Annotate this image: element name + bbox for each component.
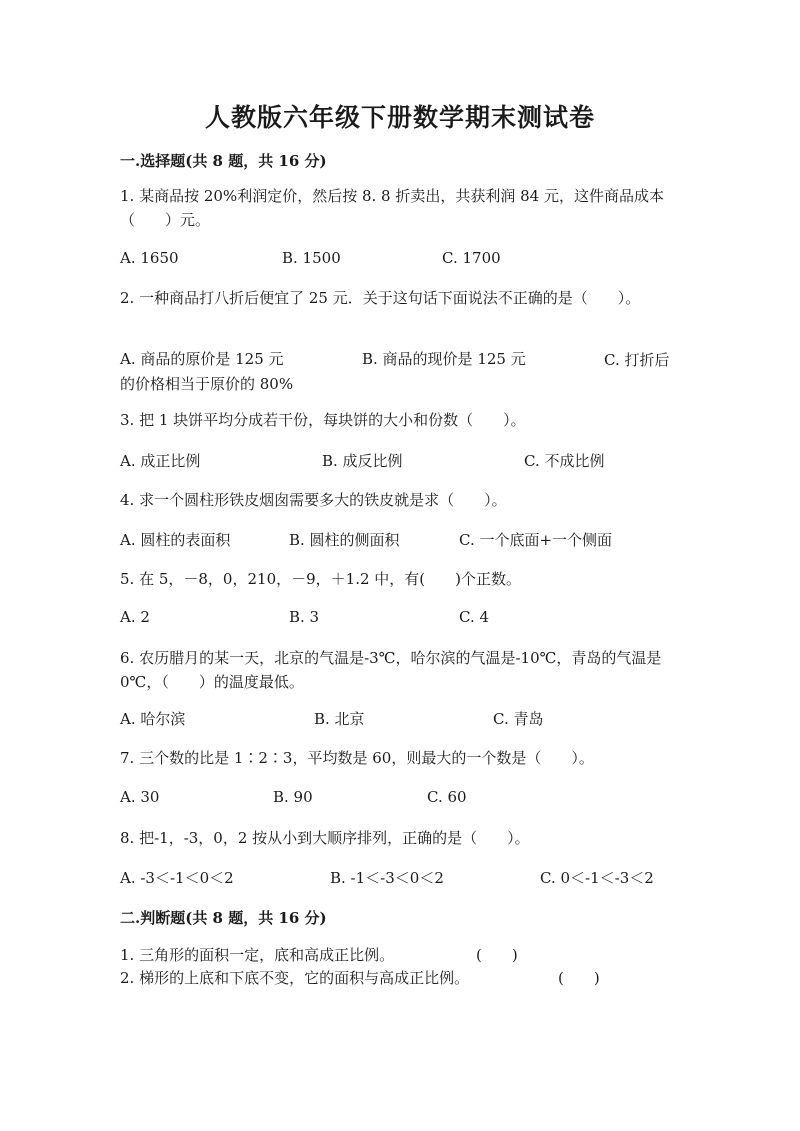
question-7-option-b: B. 90 — [273, 788, 313, 806]
question-1-option-b: B. 1500 — [282, 249, 341, 267]
question-4-option-a: A. 圆柱的表面积 — [120, 531, 231, 549]
question-8-option-c: C. 0＜-1＜-3＜2 — [540, 869, 654, 887]
question-7-option-a: A. 30 — [120, 788, 160, 806]
question-8: 8. 把-1，-3，0，2 按从小到大顺序排列，正确的是（ ）。 — [120, 829, 530, 847]
question-5-option-c: C. 4 — [459, 608, 490, 626]
question-1-option-c: C. 1700 — [442, 249, 501, 267]
judge-item-2: 2. 梯形的上底和下底不变，它的面积与高成正比例。 — [120, 969, 470, 987]
question-3-option-b: B. 成反比例 — [322, 452, 403, 470]
section-heading-multiple-choice: 一.选择题(共 8 题，共 16 分) — [120, 152, 327, 170]
question-6-option-b: B. 北京 — [314, 710, 365, 728]
question-7-option-c: C. 60 — [427, 788, 467, 806]
question-3-option-a: A. 成正比例 — [120, 452, 201, 470]
question-2-option-b: B. 商品的现价是 125 元 — [362, 350, 526, 368]
judge-item-1-answer-blank[interactable]: ( ) — [476, 946, 518, 964]
question-5: 5. 在 5，－8，0，210，－9，＋1.2 中，有( )个正数。 — [120, 570, 521, 588]
question-2-option-c: C. 打折后的价格相当于原价的 80% — [120, 351, 670, 393]
question-3-option-c: C. 不成比例 — [524, 452, 605, 470]
question-1: 1. 某商品按 20%利润定价，然后按 8. 8 折卖出，共获利润 84 元，这件商品成本（ ）元。 — [120, 187, 664, 229]
question-1-option-a: A. 1650 — [120, 249, 179, 267]
question-4-option-c: C. 一个底面+一个侧面 — [459, 531, 613, 549]
question-2-option-a: A. 商品的原价是 125 元 — [120, 350, 284, 368]
section-heading-true-false: 二.判断题(共 8 题，共 16 分) — [120, 909, 327, 927]
question-6: 6. 农历腊月的某一天，北京的气温是-3℃，哈尔滨的气温是-10℃，青岛的气温是 0℃，（ ）的温度最低。 — [120, 649, 662, 691]
judge-item-1: 1. 三角形的面积一定，底和高成正比例。 — [120, 946, 395, 964]
question-4-option-b: B. 圆柱的侧面积 — [289, 531, 400, 549]
question-3: 3. 把 1 块饼平均分成若干份，每块饼的大小和份数（ ）。 — [120, 411, 526, 429]
question-8-option-a: A. -3＜-1＜0＜2 — [120, 869, 234, 887]
question-6-option-c: C. 青岛 — [493, 710, 544, 728]
question-5-option-a: A. 2 — [120, 608, 150, 626]
question-8-option-b: B. -1＜-3＜0＜2 — [330, 869, 444, 887]
judge-item-2-answer-blank[interactable]: ( ) — [558, 969, 600, 987]
question-2: 2. 一种商品打八折后便宜了 25 元．关于这句话下面说法不正确的是（ ）。 — [120, 289, 641, 307]
question-5-option-b: B. 3 — [289, 608, 320, 626]
question-6-option-a: A. 哈尔滨 — [120, 710, 186, 728]
page-title: 人教版六年级下册数学期末测试卷 — [204, 103, 595, 132]
question-4: 4. 求一个圆柱形铁皮烟囱需要多大的铁皮就是求（ ）。 — [120, 491, 507, 509]
question-7: 7. 三个数的比是 1∶2∶3，平均数是 60，则最大的一个数是（ ）。 — [120, 749, 594, 767]
